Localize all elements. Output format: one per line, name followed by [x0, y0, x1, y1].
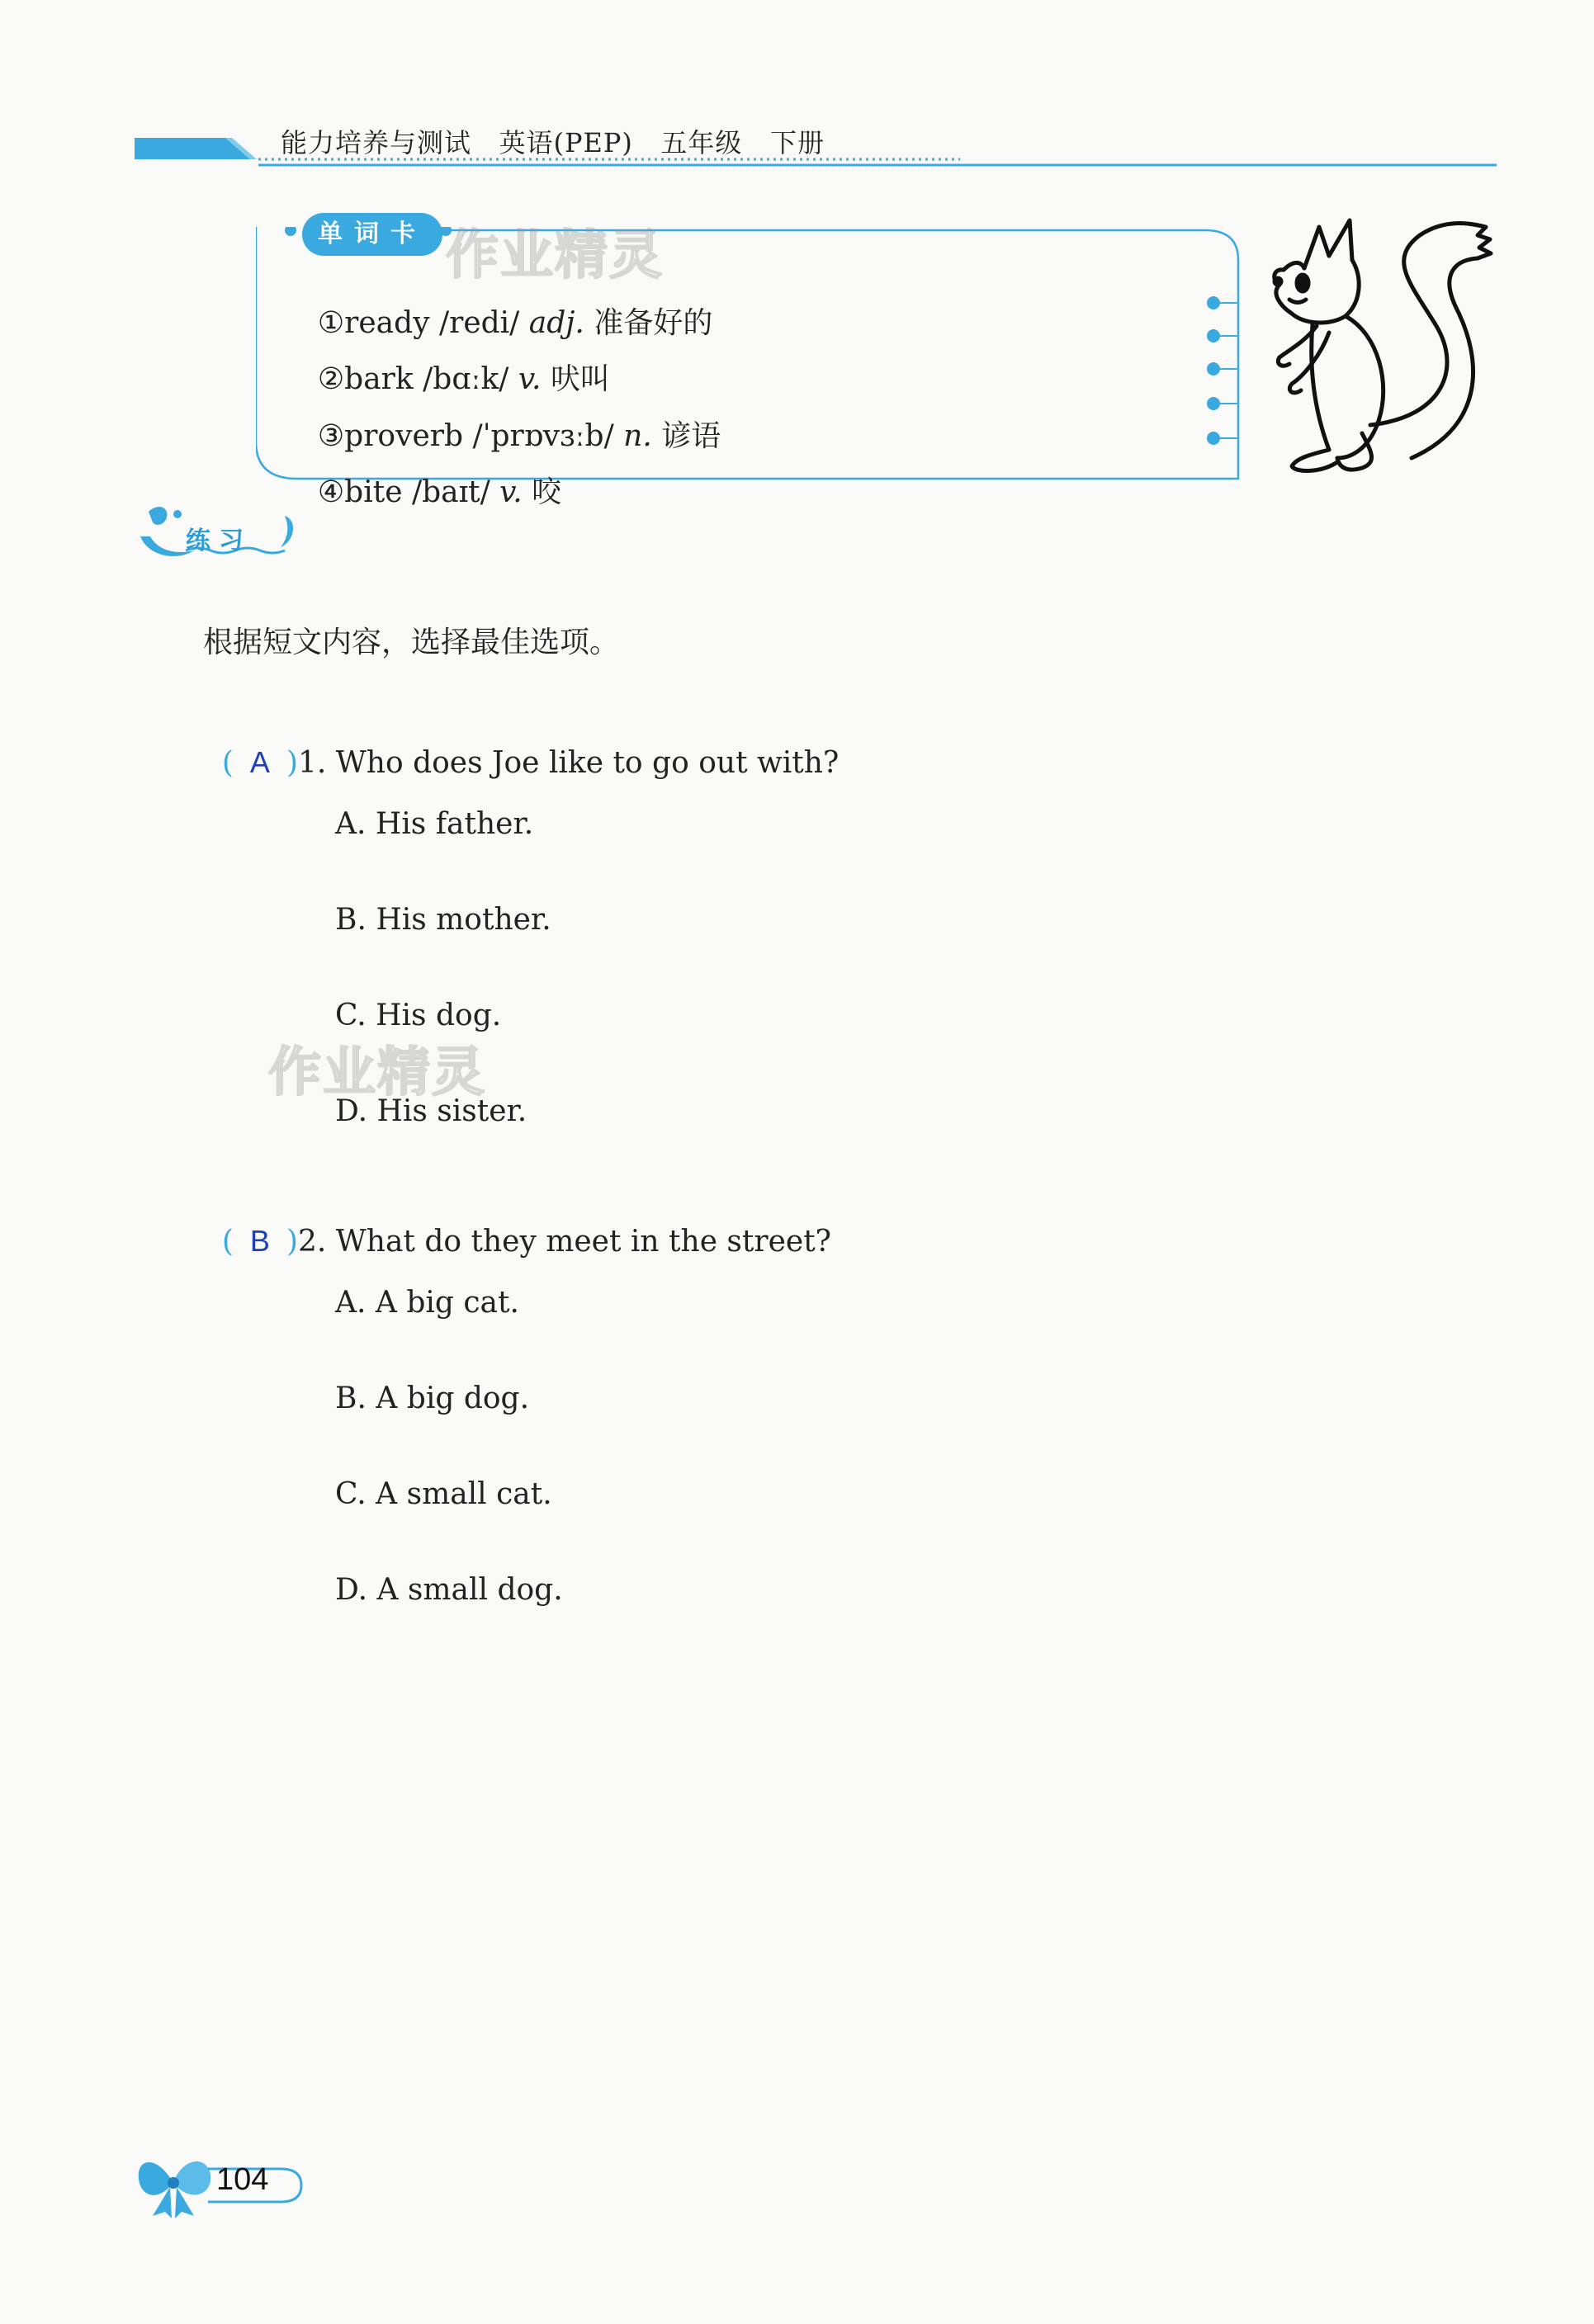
option-d: D. A small dog.	[335, 1573, 563, 1607]
squirrel-illustration	[1246, 210, 1502, 483]
question-1	[203, 711, 839, 780]
word-number: ③	[317, 419, 345, 453]
word-pos: v.	[499, 475, 523, 509]
word-meaning: 谚语	[651, 419, 721, 453]
word-text: ready	[344, 306, 430, 340]
word-meaning: 准备好的	[584, 306, 713, 340]
word-phonetic: /redi/	[429, 306, 529, 340]
option-c: C. His dog.	[335, 999, 502, 1032]
word-number: ④	[317, 475, 345, 509]
word-card-tag: 单词卡	[302, 213, 442, 256]
practice-label: 练习	[186, 527, 252, 555]
answer-close-paren: )	[286, 746, 298, 780]
option-c: C. A small cat.	[335, 1477, 552, 1511]
option-d: D. His sister.	[335, 1094, 527, 1128]
watermark: 作业精灵	[268, 1042, 486, 1103]
word-meaning: 吠叫	[541, 362, 610, 396]
word-phonetic: /ˈprɒvɜːb/	[463, 419, 624, 453]
word-number: ①	[317, 306, 345, 340]
word-number: ②	[317, 362, 345, 396]
word-text: bite	[344, 475, 403, 509]
instruction-text: 根据短文内容，选择最佳选项。	[203, 626, 620, 659]
word-pos: adj.	[528, 306, 584, 340]
option-b: B. His mother.	[335, 903, 551, 937]
answer-value: B	[249, 1224, 270, 1258]
question-text: 2. What do they meet in the street?	[297, 1225, 831, 1259]
word-meaning: 咬	[522, 475, 562, 509]
word-pos: n.	[623, 419, 652, 453]
word-text: bark	[344, 362, 414, 396]
page-number: 104	[216, 2162, 269, 2197]
header-title: 能力培养与测试 英语(PEP) 五年级 下册	[281, 127, 825, 158]
word-text: proverb	[344, 419, 463, 453]
answer-open-paren: (	[221, 1225, 234, 1259]
word-pos: v.	[518, 362, 542, 396]
option-a: A. His father.	[335, 807, 534, 841]
word-phonetic: /bɑːk/	[413, 362, 518, 396]
answer-close-paren: )	[286, 1225, 298, 1259]
answer-value: A	[249, 745, 270, 779]
option-a: A. A big cat.	[335, 1286, 519, 1320]
answer-open-paren: (	[221, 746, 234, 780]
word-row	[299, 435, 561, 511]
question-text: 1. Who does Joe like to go out with?	[297, 746, 840, 780]
option-b: B. A big dog.	[335, 1382, 530, 1415]
watermark: 作业精灵	[446, 225, 664, 286]
word-phonetic: /baɪt/	[402, 475, 500, 509]
question-2	[203, 1190, 831, 1259]
